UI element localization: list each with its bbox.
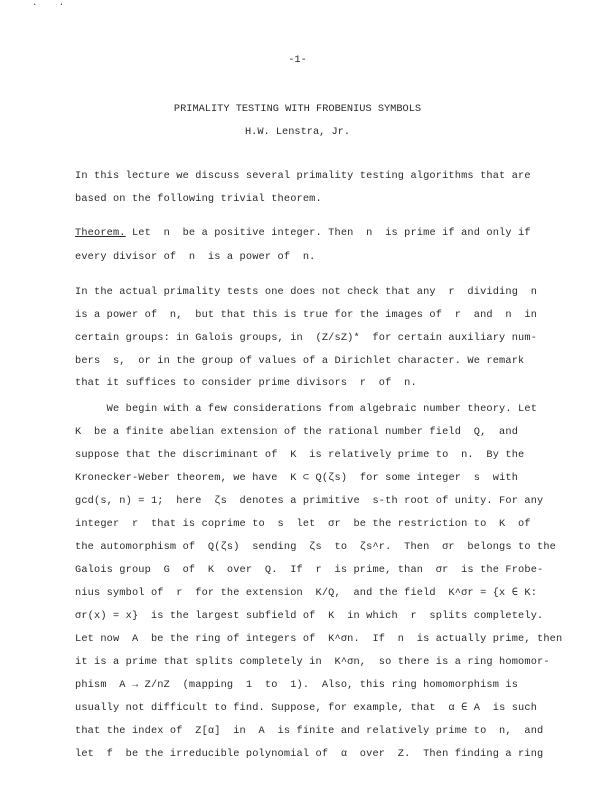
- para2-line-9: nius symbol of r for the extension K/Q, and the field K^σr = {x ∈ K:: [75, 587, 538, 599]
- para2-line-10: σr(x) = x} is the largest subfield of K in which r splits completely.: [75, 610, 544, 622]
- para2-line-11: Let now A be the ring of integers of K^σn. If n is actually prime, then: [75, 633, 563, 645]
- paper-author: H.W. Lenstra, Jr.: [244, 126, 351, 138]
- intro-line-2: based on the following trivial theorem.: [75, 193, 322, 205]
- para1-line-1: In the actual primality tests one does not check that any r dividing n: [75, 286, 538, 298]
- para2-line-1: We begin with a few considerations from algebraic number theory. Let: [75, 403, 538, 415]
- para2-line-12: it is a prime that splits completely in K^σn, so there is a ring homomor-: [75, 656, 550, 668]
- theorem-line-2: every divisor of n is a power of n.: [75, 251, 316, 263]
- para2-line-5: gcd(s, n) = 1; here ζs denotes a primitive s-th root of unity. For any: [75, 495, 544, 507]
- paper-title: PRIMALITY TESTING WITH FROBENIUS SYMBOLS: [173, 103, 422, 115]
- para1-line-2: is a power of n, but that this is true for the images of r and n in: [75, 309, 538, 321]
- theorem-label: Theorem.: [75, 227, 126, 239]
- para2-line-16: let f be the irreducible polynomial of α over Z. Then finding a ring: [75, 748, 544, 760]
- para2-line-8: Galois group G of K over Q. If r is prime, than σr is the Frobe-: [75, 564, 544, 576]
- para2-line-15: that the index of Z[α] in A is finite and relatively prime to n, and: [75, 725, 544, 737]
- para1-line-4: bers s, or in the group of values of a Dirichlet character. We remark: [75, 355, 525, 367]
- theorem-text-1: Let n be a positive integer. Then n is prime if and only if: [125, 227, 531, 239]
- theorem-line-1: [75, 227, 531, 240]
- page-number: -1-: [288, 54, 307, 66]
- intro-line-1: In this lecture we discuss several primality testing algorithms that are: [75, 170, 531, 182]
- para2-line-7: the automorphism of Q(ζs) sending ζs to ζs^r. Then σr belongs to the: [75, 541, 557, 553]
- para2-line-2: K be a finite abelian extension of the rational number field Q, and: [75, 426, 519, 438]
- para2-line-14: usually not difficult to find. Suppose, for example, that α ∈ A is such: [75, 702, 538, 714]
- para1-line-5: that it suffices to consider prime divisors r of n.: [75, 377, 417, 389]
- scan-specks: · ·: [32, 0, 73, 10]
- para1-line-3: certain groups: in Galois groups, in (Z/sZ)* for certain auxiliary num-: [75, 332, 538, 344]
- para2-line-3: suppose that the discriminant of K is relatively prime to n. By the: [75, 449, 525, 461]
- para2-line-13: phism A → Z/nZ (mapping 1 to 1). Also, this ring homomorphism is: [75, 679, 519, 691]
- para2-line-4: Kronecker-Weber theorem, we have K ⊂ Q(ζs) for some integer s with: [75, 472, 519, 484]
- para2-line-6: integer r that is coprime to s let σr be the restriction to K of: [75, 518, 531, 530]
